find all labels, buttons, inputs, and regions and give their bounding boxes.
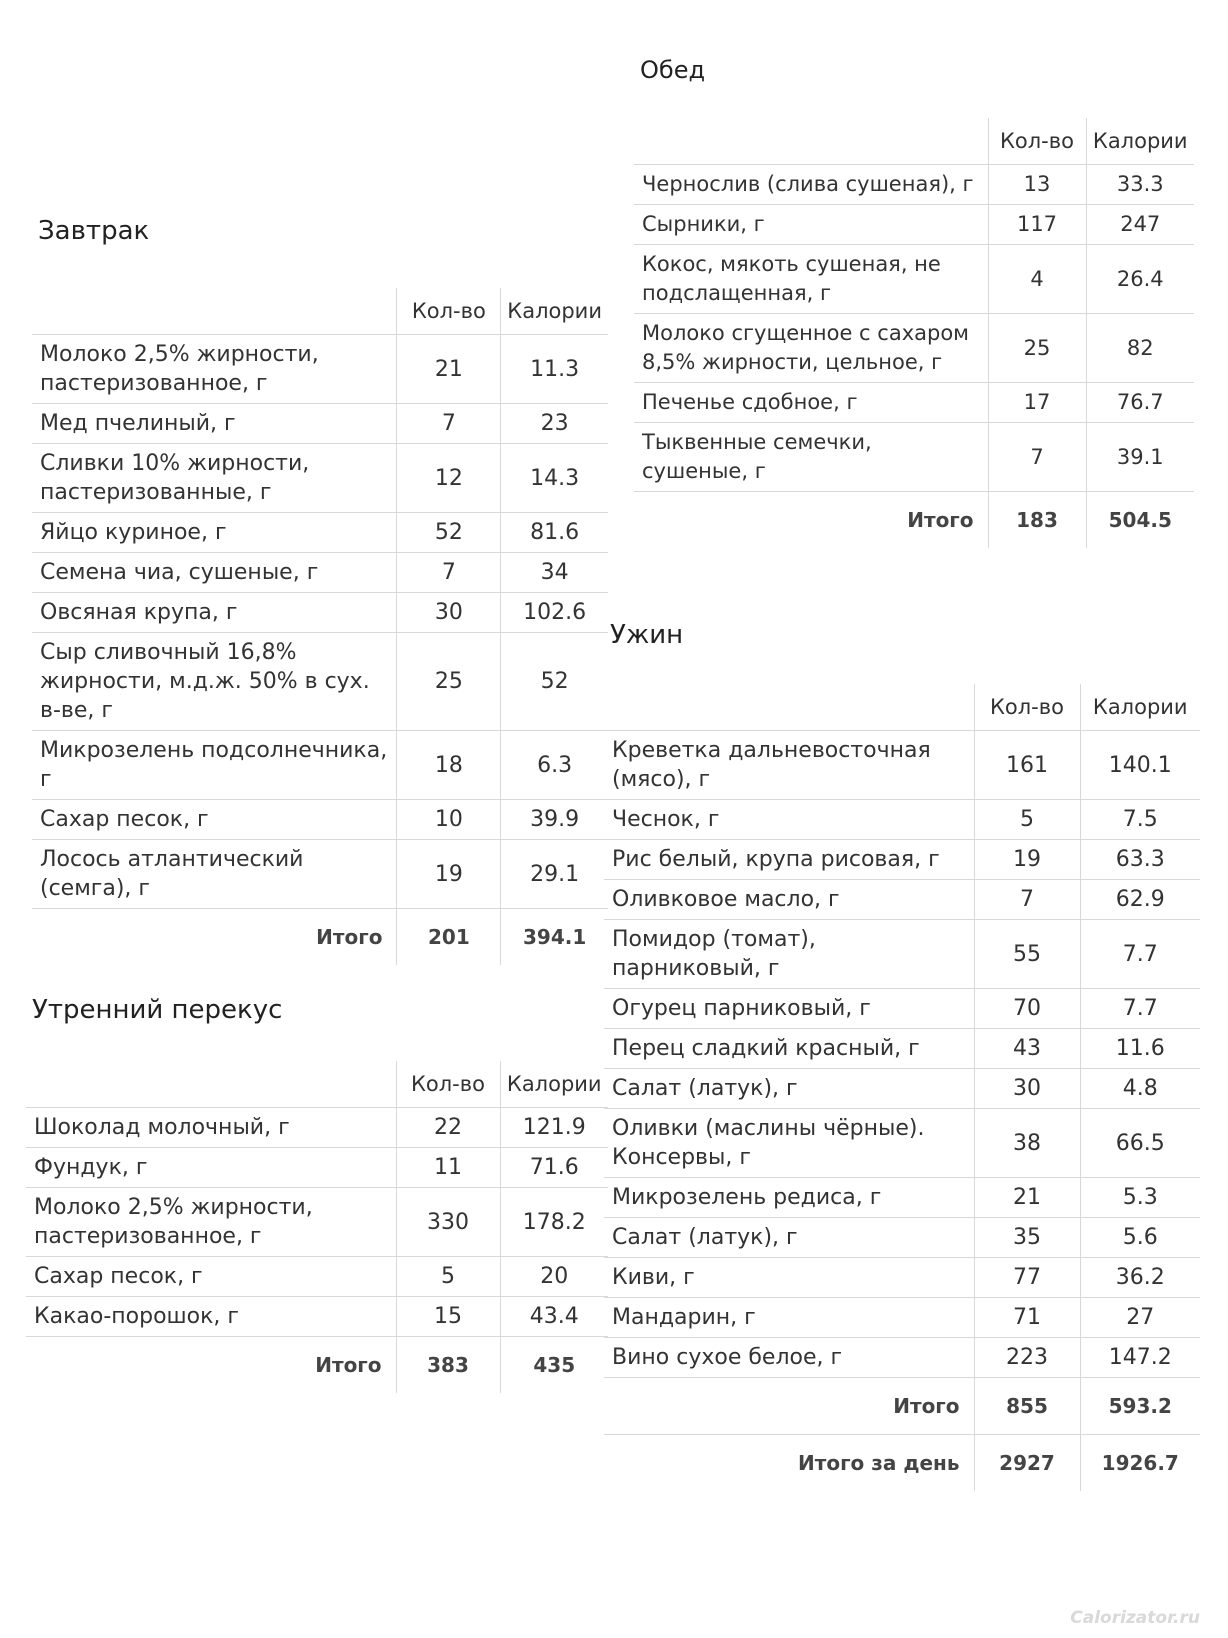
food-name: Чеснок, г	[604, 800, 974, 840]
food-qty: 12	[397, 444, 501, 513]
food-qty: 77	[974, 1258, 1080, 1298]
breakfast-total-cal: 394.1	[501, 909, 608, 966]
food-name: Вино сухое белое, г	[604, 1338, 974, 1378]
table-row	[32, 593, 608, 633]
lunch-total-qty: 183	[988, 492, 1086, 549]
food-calories: 33.3	[1086, 165, 1194, 205]
breakfast-total-row	[32, 909, 608, 966]
dinner-title: Ужин	[610, 620, 684, 650]
food-name: Яйцо куриное, г	[32, 513, 397, 553]
food-name: Сырники, г	[634, 205, 988, 245]
food-calories: 34	[501, 553, 608, 593]
food-qty: 13	[988, 165, 1086, 205]
food-name: Помидор (томат), парниковый, г	[604, 920, 974, 989]
food-calories: 39.9	[501, 800, 608, 840]
breakfast-table	[32, 288, 608, 965]
table-row	[26, 1257, 608, 1297]
food-qty: 5	[396, 1257, 500, 1297]
table-row	[32, 840, 608, 909]
table-row	[604, 731, 1200, 800]
food-name: Мед пчелиный, г	[32, 404, 397, 444]
lunch-title: Обед	[640, 56, 706, 84]
food-calories: 39.1	[1086, 423, 1194, 492]
lunch-table	[634, 118, 1194, 548]
food-qty: 55	[974, 920, 1080, 989]
food-name: Фундук, г	[26, 1148, 396, 1188]
food-calories: 11.3	[501, 335, 608, 404]
food-name: Киви, г	[604, 1258, 974, 1298]
food-calories: 4.8	[1080, 1069, 1200, 1109]
food-qty: 4	[988, 245, 1086, 314]
food-name: Сыр сливочный 16,8% жирности, м.д.ж. 50% в сух. в-ве, г	[32, 633, 397, 731]
food-qty: 30	[397, 593, 501, 633]
food-qty: 21	[974, 1178, 1080, 1218]
food-calories: 5.3	[1080, 1178, 1200, 1218]
food-calories: 81.6	[501, 513, 608, 553]
total-label: Итого	[315, 1352, 382, 1377]
food-qty: 7	[397, 553, 501, 593]
food-qty: 38	[974, 1109, 1080, 1178]
food-calories: 247	[1086, 205, 1194, 245]
snack-title: Утренний перекус	[32, 995, 283, 1025]
table-header-row	[26, 1061, 608, 1108]
table-row	[604, 1218, 1200, 1258]
table-row	[604, 1298, 1200, 1338]
food-name: Салат (латук), г	[604, 1069, 974, 1109]
food-calories: 7.7	[1080, 989, 1200, 1029]
breakfast-title: Завтрак	[38, 216, 150, 246]
food-calories: 36.2	[1080, 1258, 1200, 1298]
food-calories: 29.1	[501, 840, 608, 909]
food-qty: 35	[974, 1218, 1080, 1258]
food-calories: 71.6	[500, 1148, 608, 1188]
watermark: Calorizator.ru	[1070, 1608, 1200, 1628]
breakfast-rows	[32, 335, 608, 909]
header-cal: Калории	[500, 1061, 608, 1108]
food-qty: 7	[974, 880, 1080, 920]
table-row	[604, 800, 1200, 840]
table-row	[634, 165, 1194, 205]
food-qty: 19	[397, 840, 501, 909]
table-header-row	[634, 118, 1194, 165]
food-calories: 20	[500, 1257, 608, 1297]
table-header-row	[32, 288, 608, 335]
header-qty: Кол-во	[397, 288, 501, 335]
dinner-total-qty: 855	[974, 1378, 1080, 1435]
table-row	[32, 335, 608, 404]
food-qty: 17	[988, 383, 1086, 423]
total-label: Итого	[907, 507, 974, 532]
table-row	[32, 800, 608, 840]
table-row	[26, 1148, 608, 1188]
food-qty: 15	[396, 1297, 500, 1337]
food-name: Молоко 2,5% жирности, пастеризованное, г	[32, 335, 397, 404]
dinner-total-cal: 593.2	[1080, 1378, 1200, 1435]
header-qty: Кол-во	[988, 118, 1086, 165]
food-qty: 43	[974, 1029, 1080, 1069]
food-calories: 62.9	[1080, 880, 1200, 920]
food-name: Печенье сдобное, г	[634, 383, 988, 423]
food-name: Креветка дальневосточная (мясо), г	[604, 731, 974, 800]
food-qty: 25	[397, 633, 501, 731]
food-calories: 140.1	[1080, 731, 1200, 800]
food-calories: 6.3	[501, 731, 608, 800]
food-name: Рис белый, крупа рисовая, г	[604, 840, 974, 880]
food-qty: 7	[397, 404, 501, 444]
food-calories: 102.6	[501, 593, 608, 633]
food-name: Салат (латук), г	[604, 1218, 974, 1258]
food-name: Сахар песок, г	[32, 800, 397, 840]
food-name: Сахар песок, г	[26, 1257, 396, 1297]
table-row	[604, 1258, 1200, 1298]
food-name: Микрозелень подсолнечника, г	[32, 731, 397, 800]
header-qty: Кол-во	[396, 1061, 500, 1108]
food-name: Оливки (маслины чёрные). Консервы, г	[604, 1109, 974, 1178]
food-name: Тыквенные семечки, сушеные, г	[634, 423, 988, 492]
food-calories: 76.7	[1086, 383, 1194, 423]
food-name: Чернослив (слива сушеная), г	[634, 165, 988, 205]
table-row	[32, 513, 608, 553]
food-qty: 223	[974, 1338, 1080, 1378]
table-row	[32, 553, 608, 593]
food-name: Семена чиа, сушеные, г	[32, 553, 397, 593]
table-row	[32, 633, 608, 731]
food-qty: 161	[974, 731, 1080, 800]
day-total-row	[604, 1435, 1200, 1492]
food-qty: 10	[397, 800, 501, 840]
table-row	[604, 1109, 1200, 1178]
food-qty: 21	[397, 335, 501, 404]
food-calories: 63.3	[1080, 840, 1200, 880]
total-label: Итого	[316, 924, 383, 949]
table-header-row	[604, 684, 1200, 731]
table-row	[32, 731, 608, 800]
food-qty: 30	[974, 1069, 1080, 1109]
food-qty: 5	[974, 800, 1080, 840]
snack-total-row	[26, 1337, 608, 1394]
food-name: Кокос, мякоть сушеная, не подслащенная, г	[634, 245, 988, 314]
lunch-total-cal: 504.5	[1086, 492, 1194, 549]
dinner-rows	[604, 731, 1200, 1378]
lunch-total-row	[634, 492, 1194, 549]
snack-total-cal: 435	[500, 1337, 608, 1394]
food-name: Микрозелень редиса, г	[604, 1178, 974, 1218]
food-calories: 121.9	[500, 1108, 608, 1148]
table-row	[26, 1108, 608, 1148]
total-label: Итого	[893, 1393, 960, 1418]
food-name: Овсяная крупа, г	[32, 593, 397, 633]
table-row	[32, 404, 608, 444]
food-calories: 7.5	[1080, 800, 1200, 840]
food-name: Огурец парниковый, г	[604, 989, 974, 1029]
header-name	[634, 118, 988, 165]
dinner-table	[604, 684, 1200, 1491]
food-calories: 26.4	[1086, 245, 1194, 314]
snack-table	[26, 1061, 608, 1393]
food-calories: 11.6	[1080, 1029, 1200, 1069]
food-qty: 19	[974, 840, 1080, 880]
table-row	[604, 840, 1200, 880]
header-name	[32, 288, 397, 335]
food-name: Шоколад молочный, г	[26, 1108, 396, 1148]
food-qty: 22	[396, 1108, 500, 1148]
table-row	[634, 314, 1194, 383]
table-row	[604, 1338, 1200, 1378]
food-calories: 66.5	[1080, 1109, 1200, 1178]
food-qty: 52	[397, 513, 501, 553]
food-name: Какао-порошок, г	[26, 1297, 396, 1337]
food-calories: 52	[501, 633, 608, 731]
header-cal: Калории	[501, 288, 608, 335]
food-calories: 178.2	[500, 1188, 608, 1257]
food-name: Молоко 2,5% жирности, пастеризованное, г	[26, 1188, 396, 1257]
food-qty: 117	[988, 205, 1086, 245]
food-qty: 11	[396, 1148, 500, 1188]
food-qty: 330	[396, 1188, 500, 1257]
food-calories: 147.2	[1080, 1338, 1200, 1378]
food-qty: 25	[988, 314, 1086, 383]
dinner-total-row	[604, 1378, 1200, 1435]
header-name	[604, 684, 974, 731]
table-row	[26, 1188, 608, 1257]
food-name: Оливковое масло, г	[604, 880, 974, 920]
table-row	[604, 880, 1200, 920]
header-cal: Калории	[1086, 118, 1194, 165]
header-cal: Калории	[1080, 684, 1200, 731]
food-name: Перец сладкий красный, г	[604, 1029, 974, 1069]
header-qty: Кол-во	[974, 684, 1080, 731]
food-qty: 70	[974, 989, 1080, 1029]
table-row	[634, 383, 1194, 423]
food-name: Сливки 10% жирности, пастеризованные, г	[32, 444, 397, 513]
food-name: Мандарин, г	[604, 1298, 974, 1338]
food-calories: 82	[1086, 314, 1194, 383]
food-calories: 43.4	[500, 1297, 608, 1337]
food-calories: 14.3	[501, 444, 608, 513]
snack-total-qty: 383	[396, 1337, 500, 1394]
food-qty: 18	[397, 731, 501, 800]
day-total-cal: 1926.7	[1080, 1435, 1200, 1492]
table-row	[26, 1297, 608, 1337]
table-row	[604, 989, 1200, 1029]
table-row	[604, 1178, 1200, 1218]
lunch-rows	[634, 165, 1194, 492]
table-row	[604, 1029, 1200, 1069]
food-qty: 71	[974, 1298, 1080, 1338]
snack-rows	[26, 1108, 608, 1337]
table-row	[634, 245, 1194, 314]
day-total-qty: 2927	[974, 1435, 1080, 1492]
table-row	[634, 423, 1194, 492]
food-name: Лосось атлантический (семга), г	[32, 840, 397, 909]
header-name	[26, 1061, 396, 1108]
table-row	[604, 1069, 1200, 1109]
table-row	[604, 920, 1200, 989]
food-calories: 5.6	[1080, 1218, 1200, 1258]
table-row	[634, 205, 1194, 245]
table-row	[32, 444, 608, 513]
day-total-label: Итого за день	[604, 1435, 974, 1492]
food-name: Молоко сгущенное с сахаром 8,5% жирности, цельное, г	[634, 314, 988, 383]
food-qty: 7	[988, 423, 1086, 492]
food-calories: 27	[1080, 1298, 1200, 1338]
breakfast-total-qty: 201	[397, 909, 501, 966]
food-calories: 23	[501, 404, 608, 444]
food-calories: 7.7	[1080, 920, 1200, 989]
